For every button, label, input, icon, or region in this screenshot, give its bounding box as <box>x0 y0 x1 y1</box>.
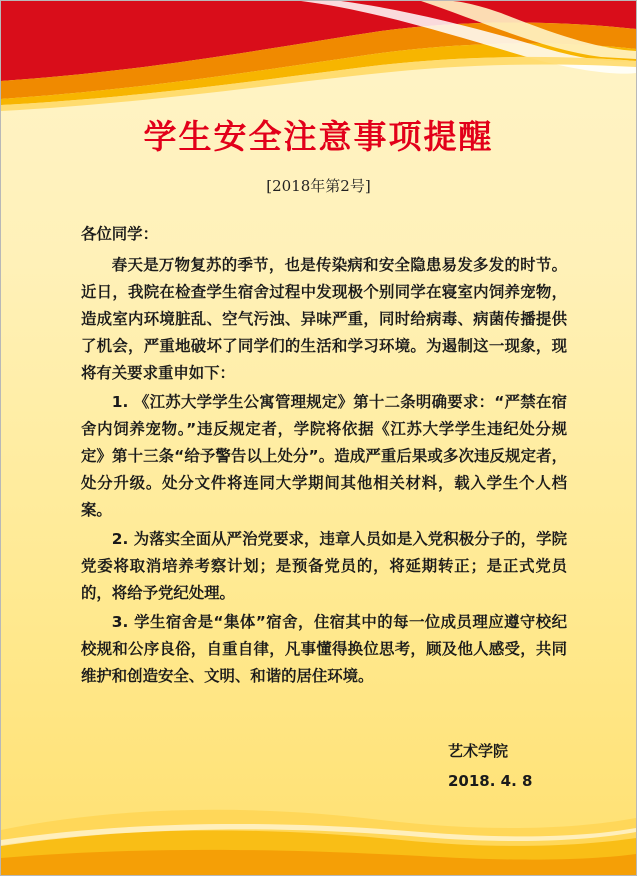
top-banner-decoration <box>1 1 636 116</box>
bottom-wave-decoration <box>1 800 636 875</box>
signature-date: 2018. 4. 8 <box>448 772 533 790</box>
signature-block <box>448 736 532 796</box>
notice-body <box>81 221 567 692</box>
paragraph-item-3: 3. 学生宿舍是“集体”宿舍，住宿其中的每一位成员理应遵守校纪校规和公序良俗，自重自律，凡事懂得换位思考，顾及他人感受，共同维护和创造安全、文明、和谐的居住环境。 <box>81 613 567 685</box>
paragraph-item-1: 1. 《江苏大学学生公寓管理规定》第十二条明确要求：“严禁在宿舍内饲养宠物。”违反规定者，学院将依据《江苏大学学生违纪处分规定》第十三条“给予警告以上处分”。造成严重后果或多次违反规定者，处分升级。处分文件将连同大学期间其他相关材料，载入学生个人档案。 <box>81 393 567 519</box>
salutation: 各位同学： <box>81 225 158 243</box>
paragraph-item-2: 2. 为落实全面从严治党要求，违章人员如是入党积极分子的，学院党委将取消培养考察计划；是预备党员的，将延期转正；是正式党员的，将给予党纪处理。 <box>81 530 567 602</box>
page-title: 学生安全注意事项提醒 <box>143 117 494 156</box>
signature-org: 艺术学院 <box>448 742 509 760</box>
paragraph-intro: 春天是万物复苏的季节，也是传染病和安全隐患易发多发的时节。近日，我院在检查学生宿舍过程中发现极个别同学在寝室内饲养宠物，造成室内环境脏乱、空气污浊、异味严重，同时给病毒、病菌传播提供了机会，严重地破坏了同学们的生活和学习环境。为遏制这一现象，现将有关要求重申如下： <box>81 256 567 382</box>
document-number: [2018年第2号] <box>266 177 371 195</box>
